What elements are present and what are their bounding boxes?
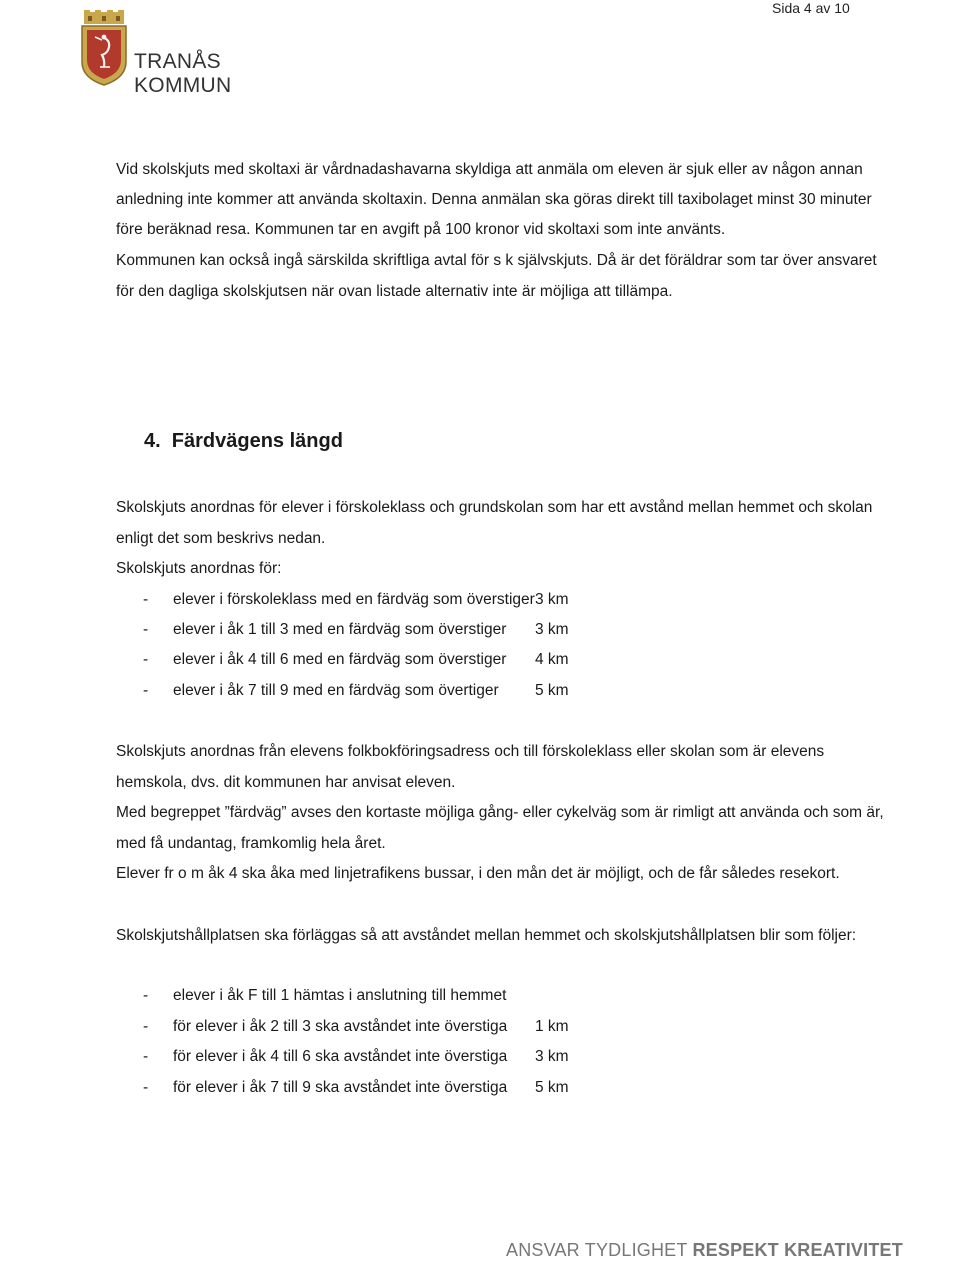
list-item-distance: 3 km — [535, 1048, 569, 1065]
list-item-distance: 5 km — [535, 682, 569, 699]
logo-text: TRANÅS KOMMUN — [134, 50, 232, 97]
footer-slogan — [506, 1240, 903, 1261]
list-dash: - — [143, 1079, 149, 1096]
intro-line: före beräknad resa. Kommunen tar en avgift på 100 kronor vid skoltaxi som inte använts. — [116, 221, 726, 238]
paragraph-line: Elever fr o m åk 4 ska åka med linjetrafikens bussar, i den mån det är möjligt, och de får således resekort. — [116, 865, 840, 882]
list-dash: - — [143, 651, 149, 668]
coat-of-arms-icon — [78, 10, 130, 86]
list-item-distance: 3 km — [535, 591, 569, 608]
list-item-distance: 4 km — [535, 651, 569, 668]
paragraph-line: med få undantag, framkomlig hela året. — [116, 835, 386, 852]
paragraph-line: Med begreppet ”färdväg” avses den kortaste möjliga gång- eller cykelväg som är rimligt att använda och som är, — [116, 804, 884, 821]
list-item-text: för elever i åk 2 till 3 ska avståndet inte överstiga — [173, 1018, 508, 1035]
list-item-distance: 1 km — [535, 1018, 569, 1035]
list-item-text: elever i förskoleklass med en färdväg som överstiger — [173, 591, 535, 608]
list-item-text: elever i åk F till 1 hämtas i anslutning till hemmet — [173, 987, 507, 1004]
list-item-distance: 3 km — [535, 621, 569, 638]
municipality-logo — [78, 10, 318, 97]
list-dash: - — [143, 1048, 149, 1065]
intro-line: Vid skolskjuts med skoltaxi är vårdnadashavarna skyldiga att anmäla om eleven är sjuk eller av någon annan — [116, 161, 863, 178]
paragraph-line: Skolskjutshållplatsen ska förläggas så att avståndet mellan hemmet och skolskjutshållplatsen blir som följer: — [116, 927, 857, 944]
list-dash: - — [143, 1018, 149, 1035]
list-item-text: för elever i åk 7 till 9 ska avståndet inte överstiga — [173, 1079, 508, 1096]
paragraph-line: enligt det som beskrivs nedan. — [116, 530, 326, 547]
intro-line: för den dagliga skolskjutsen när ovan listade alternativ inte är möjliga att tillämpa. — [116, 283, 673, 300]
page-number: Sida 4 av 10 — [772, 0, 850, 16]
intro-line: anledning inte kommer att använda skoltaxin. Denna anmälan ska göras direkt till taxibolaget minst 30 minuter — [116, 191, 872, 208]
list-item-text: för elever i åk 4 till 6 ska avståndet inte överstiga — [173, 1048, 508, 1065]
list-dash: - — [143, 621, 149, 638]
paragraph-line: Skolskjuts anordnas för elever i förskoleklass och grundskolan som har ett avstånd mellan hemmet och skolan — [116, 499, 873, 516]
list-item-text: elever i åk 7 till 9 med en färdväg som övertiger — [173, 682, 499, 699]
paragraph-line: hemskola, dvs. dit kommunen har anvisat eleven. — [116, 774, 456, 791]
list-dash: - — [143, 591, 149, 608]
list-dash: - — [143, 682, 149, 699]
list-item-text: elever i åk 1 till 3 med en färdväg som överstiger — [173, 621, 507, 638]
section-heading: 4. Färdvägens längd — [144, 430, 343, 452]
footer-slogan-light: ANSVAR TYDLIGHET — [506, 1240, 688, 1260]
list-intro: Skolskjuts anordnas för: — [116, 560, 282, 577]
intro-line: Kommunen kan också ingå särskilda skriftliga avtal för s k självskjuts. Då är det föräldrar som tar över ansvaret — [116, 252, 877, 269]
list-item-distance: 5 km — [535, 1079, 569, 1096]
list-item-text: elever i åk 4 till 6 med en färdväg som överstiger — [173, 651, 507, 668]
paragraph-line: Skolskjuts anordnas från elevens folkbokföringsadress och till förskoleklass eller skolan som är elevens — [116, 743, 825, 760]
footer-slogan-bold: RESPEKT KREATIVITET — [692, 1240, 903, 1260]
list-dash: - — [143, 987, 149, 1004]
